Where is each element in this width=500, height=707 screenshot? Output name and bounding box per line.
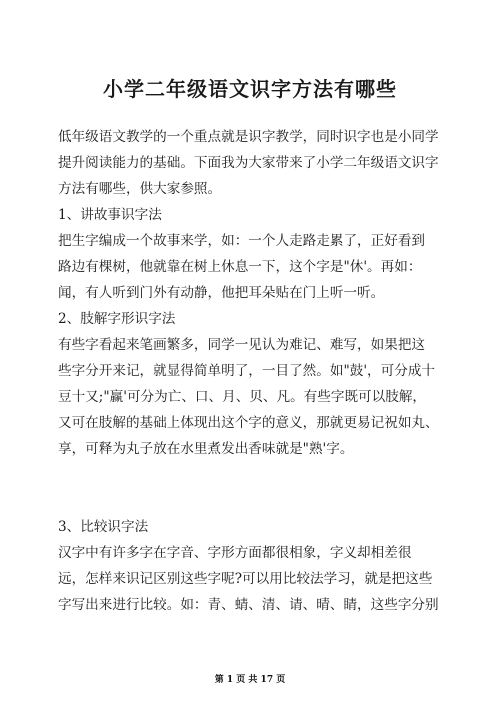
text-line: 享，可释为丸子放在水里煮发出香味就是"熟'字。 [58, 441, 354, 457]
text-line: 路边有棵树，他就靠在树上休息一下，这个字是"休'。再如： [58, 259, 422, 275]
text-line: 远，怎样来识记区别这些字呢?可以用比较法学习，就是把这些 [58, 571, 433, 587]
text-line: 字写出来进行比较。如：青、蜻、清、请、晴、睛，这些字分别 [58, 597, 439, 613]
text-line: 汉字中有许多字在字音、字形方面都很相象，字义却相差很 [58, 545, 412, 561]
section-heading-1: 1、讲故事识字法 [58, 207, 162, 223]
document-body [58, 124, 444, 618]
text-line: 有些字看起来笔画繁多，同学一见认为难记、难写，如果把这 [58, 337, 426, 353]
text-line: 把生字编成一个故事来学，如：一个人走路走累了，正好看到 [58, 233, 426, 249]
section-heading-2: 2、肢解字形识字法 [58, 311, 176, 327]
document-title: 小学二年级语文识字方法有哪些 [103, 77, 397, 101]
page-footer: 第 1 页 共 17 页 [214, 675, 286, 685]
text-line: 豆十又;"赢'可分为亡、口、月、贝、凡。有些字既可以肢解， [58, 389, 427, 405]
section-heading-3: 3、比较识字法 [58, 519, 149, 535]
text-line: 些字分开来记，就显得简单明了，一目了然。如"鼓'，可分成十 [58, 363, 436, 379]
paragraph-gap [58, 462, 444, 514]
text-line: 低年级语文教学的一个重点就是识字教学，同时识字也是小同学 [58, 129, 439, 145]
text-line: 方法有哪些，供大家参照。 [58, 181, 222, 197]
text-line: 提升阅读能力的基础。下面我为大家带来了小学二年级语文识字 [58, 155, 439, 171]
text-line: 闻，有人听到门外有动静，他把耳朵贴在门上听一听。 [58, 285, 385, 301]
text-line: 又可在肢解的基础上体现出这个字的意义，那就更易记祝如丸、 [58, 415, 439, 431]
